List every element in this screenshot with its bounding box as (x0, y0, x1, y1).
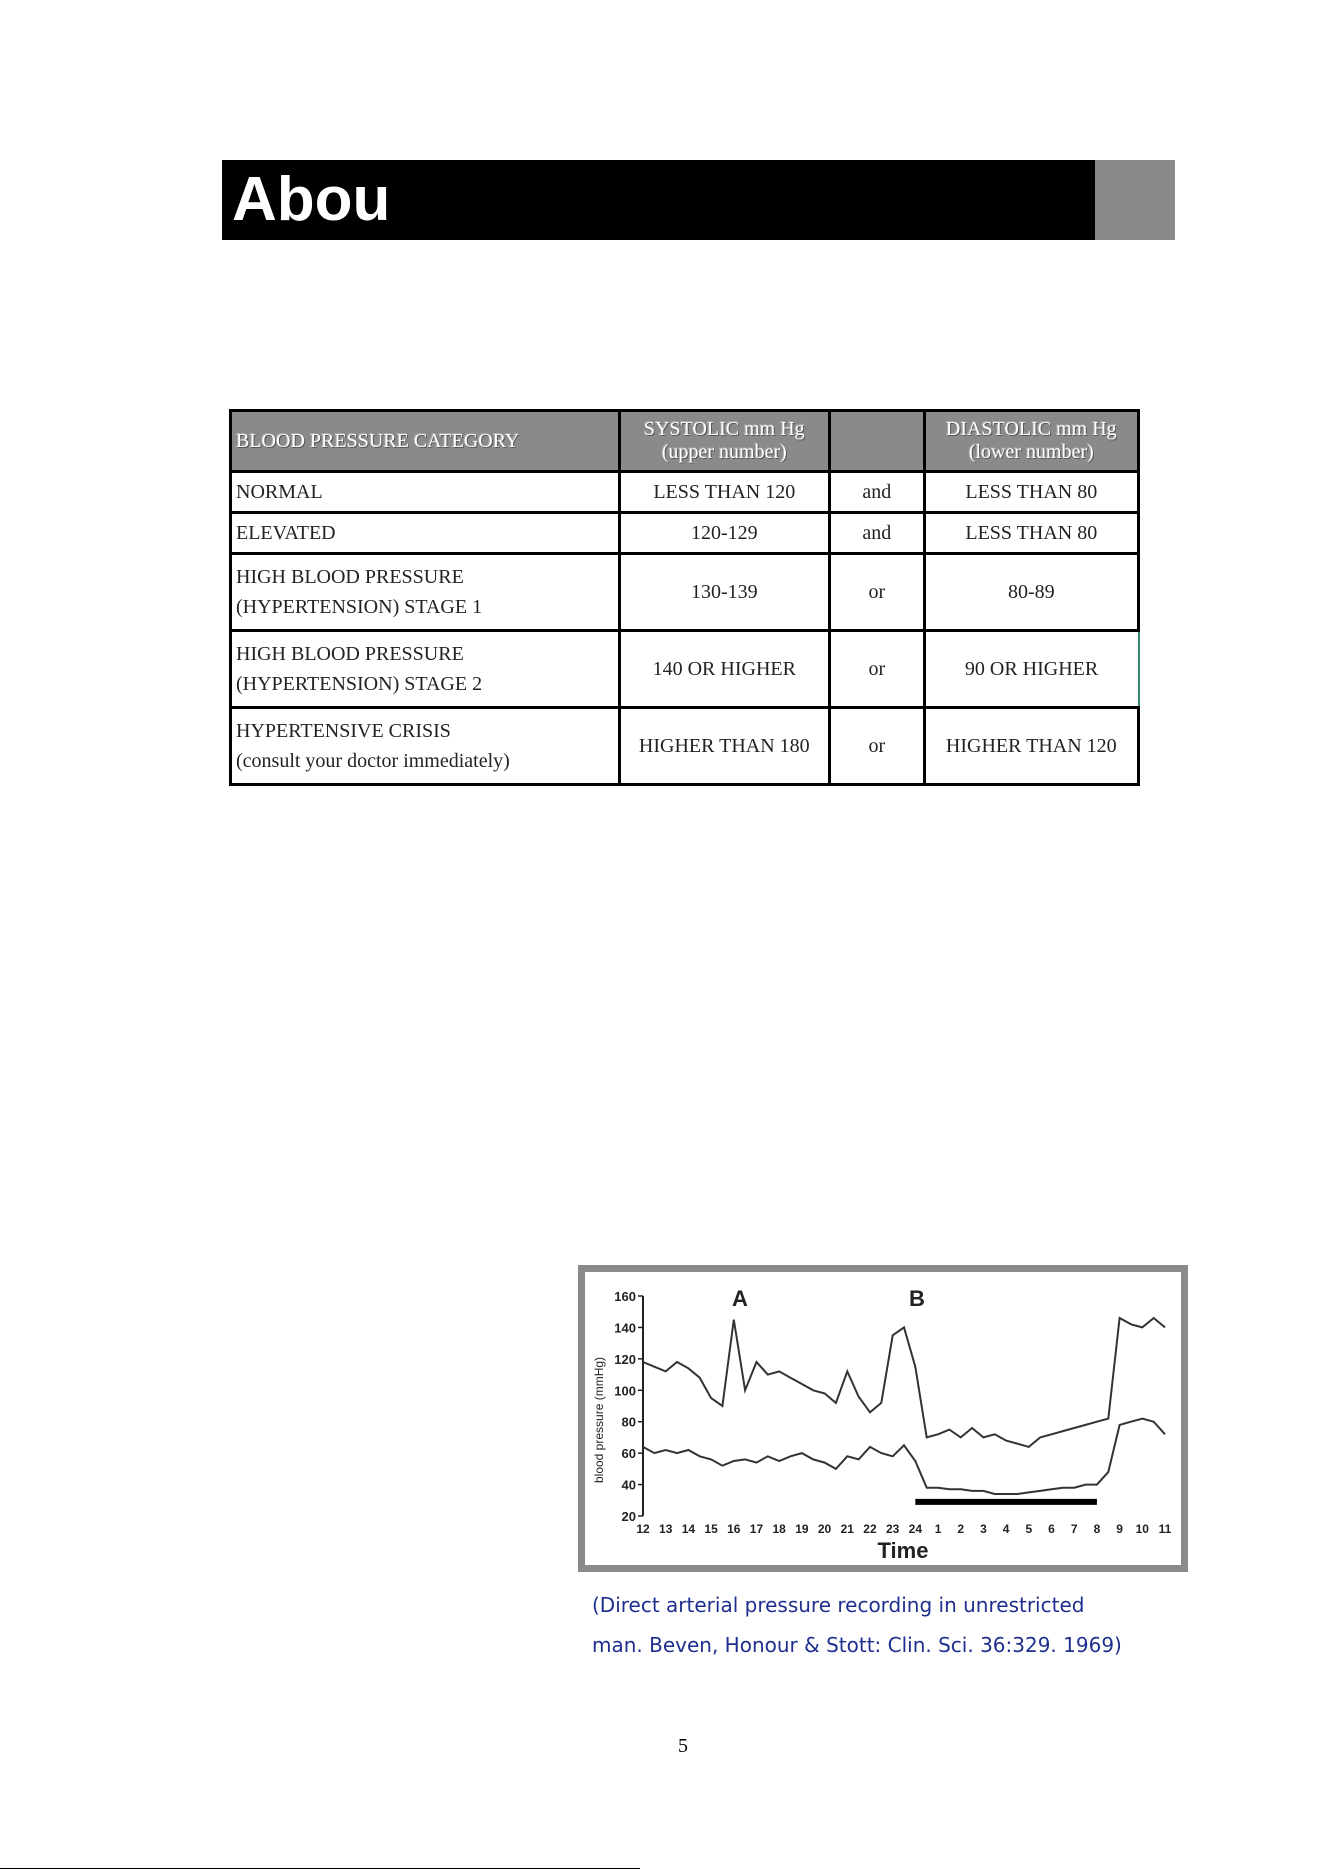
section-header-bar (222, 160, 1175, 240)
header-conjunction (829, 411, 924, 472)
category-cell (231, 631, 620, 708)
category-line2: (HYPERTENSION) STAGE 2 (236, 673, 483, 695)
table-row (231, 472, 1139, 513)
category-cell (231, 708, 620, 785)
x-tick-label: 22 (863, 1522, 877, 1536)
table-header-row (231, 411, 1139, 472)
x-tick-label: 20 (817, 1522, 832, 1536)
conjunction-cell: or (829, 708, 924, 785)
bp-recording-chart (585, 1272, 1181, 1565)
category-line1: HIGH BLOOD PRESSURE (236, 643, 464, 665)
header-diastolic-line1: DIASTOLIC mm Hg (945, 418, 1117, 440)
header-systolic-line2: (upper number) (661, 441, 787, 463)
x-tick-label: 24 (908, 1522, 923, 1536)
systolic-trace (643, 1318, 1165, 1447)
header-diastolic-line2: (lower number) (968, 441, 1094, 463)
category-line2: (consult your doctor immediately) (236, 750, 510, 772)
x-tick-label: 5 (1025, 1522, 1033, 1536)
diastolic-cell: 80-89 (924, 554, 1138, 631)
section-title: Abou (232, 165, 391, 234)
figure-caption-line1: (Direct arterial pressure recording in unrestricted (592, 1593, 1085, 1617)
annotation-a: A (732, 1286, 748, 1311)
systolic-cell: 140 OR HIGHER (619, 631, 829, 708)
x-tick-label: 1 (934, 1522, 942, 1536)
x-tick-label: 15 (704, 1522, 718, 1536)
y-tick-label: 100 (614, 1383, 636, 1399)
blood-pressure-table (229, 409, 1140, 786)
x-tick-label: 6 (1048, 1522, 1055, 1536)
x-tick-label: 11 (1158, 1522, 1172, 1536)
x-tick-label: 10 (1135, 1522, 1149, 1536)
y-tick-label: 40 (621, 1477, 636, 1493)
x-tick-label: 9 (1116, 1522, 1123, 1536)
y-tick-label: 160 (614, 1289, 636, 1304)
bottom-rule (0, 1868, 640, 1869)
header-systolic (619, 411, 829, 472)
x-tick-label: 16 (727, 1522, 741, 1536)
x-tick-label: 4 (1002, 1522, 1010, 1536)
diastolic-cell: HIGHER THAN 120 (924, 708, 1138, 785)
table-row (231, 631, 1139, 708)
header-category: BLOOD PRESSURE CATEGORY (231, 411, 620, 472)
y-tick-label: 60 (621, 1446, 636, 1462)
chart-frame (578, 1265, 1188, 1572)
y-axis-label: blood pressure (mmHg) (592, 1356, 606, 1484)
x-tick-label: 23 (885, 1522, 900, 1536)
category-cell: ELEVATED (231, 513, 620, 554)
category-line1: HIGH BLOOD PRESSURE (236, 566, 464, 588)
diastolic-trace (643, 1419, 1165, 1494)
category-line2: (HYPERTENSION) STAGE 1 (236, 596, 483, 618)
y-tick-label: 120 (614, 1351, 636, 1367)
page-number: 5 (678, 1735, 688, 1757)
x-tick-label: 14 (681, 1522, 696, 1536)
y-tick-label: 20 (621, 1509, 636, 1524)
figure-caption-line2: man. Beven, Honour & Stott: Clin. Sci. 36:329. 1969) (592, 1633, 1122, 1657)
systolic-cell: HIGHER THAN 180 (619, 708, 829, 785)
x-tick-label: 7 (1070, 1522, 1078, 1536)
conjunction-cell: or (829, 554, 924, 631)
x-tick-label: 3 (980, 1522, 987, 1536)
systolic-cell: 130-139 (619, 554, 829, 631)
systolic-cell: LESS THAN 120 (619, 472, 829, 513)
diastolic-cell: LESS THAN 80 (924, 513, 1138, 554)
table-row (231, 708, 1139, 785)
x-tick-label: 21 (840, 1522, 854, 1536)
header-diastolic (924, 411, 1138, 472)
systolic-cell: 120-129 (619, 513, 829, 554)
category-cell: NORMAL (231, 472, 620, 513)
conjunction-cell: and (829, 513, 924, 554)
category-cell (231, 554, 620, 631)
header-accent-block (1095, 160, 1175, 240)
category-line1: HYPERTENSIVE CRISIS (236, 720, 451, 742)
header-systolic-line1: SYSTOLIC mm Hg (643, 418, 805, 440)
chart-area (585, 1272, 1181, 1565)
diastolic-cell-selected[interactable]: 90 OR HIGHER (924, 631, 1138, 708)
conjunction-cell: and (829, 472, 924, 513)
annotation-b: B (909, 1286, 925, 1311)
x-tick-label: 12 (636, 1522, 650, 1536)
conjunction-cell: or (829, 631, 924, 708)
x-tick-label: 13 (659, 1522, 673, 1536)
x-tick-label: 8 (1093, 1522, 1101, 1536)
x-tick-label: 17 (749, 1522, 764, 1536)
x-tick-label: 2 (957, 1522, 965, 1536)
table-row (231, 513, 1139, 554)
x-tick-label: 19 (795, 1522, 809, 1536)
x-tick-label: 18 (772, 1522, 786, 1536)
table-row (231, 554, 1139, 631)
y-tick-label: 80 (621, 1414, 636, 1430)
x-axis-label: Time (877, 1538, 929, 1563)
diastolic-cell: LESS THAN 80 (924, 472, 1138, 513)
y-tick-label: 140 (614, 1320, 636, 1336)
